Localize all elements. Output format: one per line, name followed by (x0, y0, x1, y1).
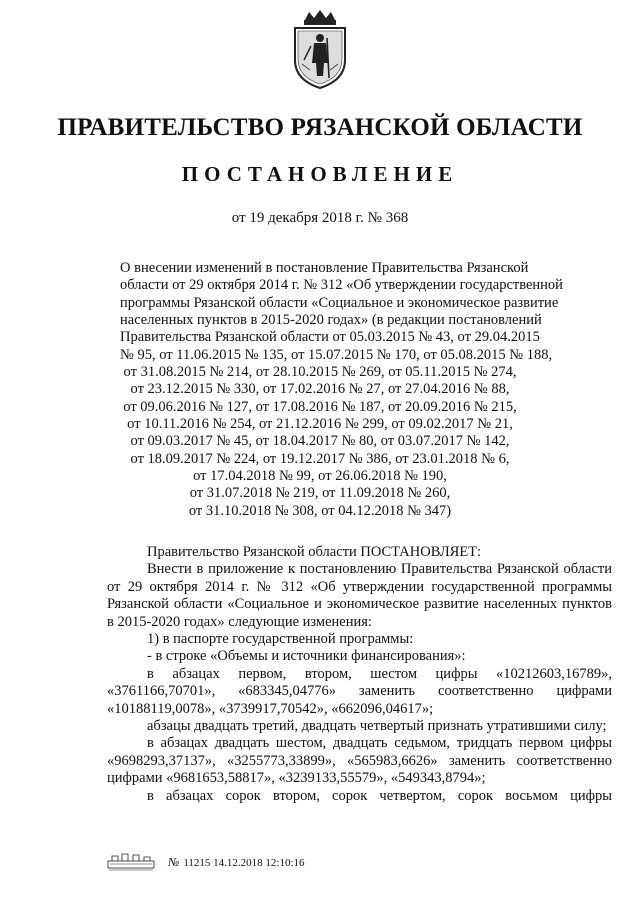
body-paragraph: 1) в паспорте государственной программы: (147, 631, 414, 648)
document-subject (120, 260, 563, 520)
coat-of-arms-icon (289, 8, 351, 90)
subject-line: от 23.12.2015 № 330, от 17.02.2016 № 27, от 27.04.2016 № 88, (130, 381, 510, 398)
subject-line: от 17.04.2018 № 99, от 26.06.2018 № 190, (193, 468, 447, 485)
subject-line: О внесении изменений в постановление Правительства Рязанской (120, 260, 529, 276)
subject-line: № 95, от 11.06.2015 № 135, от 15.07.2015 № 170, от 05.08.2015 № 188, (120, 346, 553, 363)
document-type: ПОСТАНОВЛЕНИЕ (181, 162, 459, 186)
body-paragraph: - в строке «Объемы и источники финансирования»: (147, 648, 466, 665)
document-body (107, 544, 612, 805)
subject-line: области от 29 октября 2014 г. № 312 «Об утверждении государственной (120, 277, 563, 294)
footer-meta (168, 855, 305, 870)
subject-line: от 09.06.2016 № 127, от 17.08.2016 № 187, от 20.09.2016 № 215, (123, 398, 517, 415)
document-date-number: от 19 декабря 2018 г. № 368 (231, 210, 409, 226)
body-paragraph: в абзацах сорок втором, сорок четвертом, сорок восьмом цифры (147, 787, 612, 804)
subject-line: населенных пунктов в 2015-2020 годах» (в редакции постановлений (120, 312, 542, 329)
subject-line: от 18.09.2017 № 224, от 19.12.2017 № 386, от 23.01.2018 № 6, (130, 450, 510, 467)
body-paragraph: абзацы двадцать третий, двадцать четвертый признать утратившими силу; (147, 718, 607, 735)
subject-line: программы Рязанской области «Социальное и экономическое развитие (120, 294, 559, 311)
building-stamp-icon (106, 852, 156, 872)
body-paragraph: Внести в приложение к постановлению Правительства Рязанской области от 29 октября 2014 г. № 312 «Об утверждении государственной программы Рязанской области «Социальное и экономическое развитие населенных пунктов в 2015-2020 годах» следующие изменения: (107, 561, 612, 630)
subject-line: от 10.11.2016 № 254, от 21.12.2016 № 299, от 09.02.2017 № 21, (127, 416, 513, 433)
government-title: ПРАВИТЕЛЬСТВО РЯЗАНСКОЙ ОБЛАСТИ (57, 114, 583, 141)
document-footer (106, 852, 386, 872)
subject-line: Правительства Рязанской области от 05.03.2015 № 43, от 29.04.2015 (120, 329, 540, 346)
footer-registration: 11215 14.12.2018 12:10:16 (183, 857, 305, 869)
subject-line: от 09.03.2017 № 45, от 18.04.2017 № 80, от 03.07.2017 № 142, (130, 433, 510, 450)
subject-line: от 31.10.2018 № 308, от 04.12.2018 № 347) (188, 502, 452, 519)
subject-line: от 31.08.2015 № 214, от 28.10.2015 № 269, от 05.11.2015 № 274, (123, 364, 517, 381)
body-paragraph: в абзацах двадцать шестом, двадцать седьмом, тридцать первом цифры «9698293,37137», «3255773,33899», «565983,6626» заменить соответственно цифрами «9681653,58817», «3239133,55579», «549343,8794»; (107, 735, 612, 787)
subject-line: от 31.07.2018 № 219, от 11.09.2018 № 260, (189, 485, 451, 502)
footer-mark: № (168, 855, 180, 869)
decree-statement: Правительство Рязанской области ПОСТАНОВЛЯЕТ: (147, 544, 482, 560)
body-paragraph: в абзацах первом, втором, шестом цифры «10212603,16789», «3761166,70701», «683345,04776» заменить соответственно цифрами «10188119,0078», «3739917,70542», «662096,04617»; (107, 665, 612, 717)
